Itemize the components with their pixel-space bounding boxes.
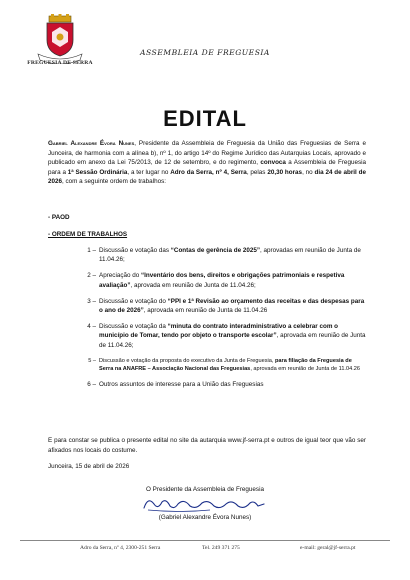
assembly-title: ASSEMBLEIA DE FREGUESIA [140, 48, 270, 57]
agenda-item-text: Apreciação do “Inventário dos bens, direitos e obrigações patrimoniais e respetiva avaliação”, aprovada em reunião de Junta de 11.04.26; [99, 272, 345, 289]
agenda-item [48, 380, 366, 389]
agenda-item [48, 297, 366, 315]
signature-role: O Presidente da Assembleia de Freguesia [146, 486, 264, 493]
session-name: 1ª Sessão Ordinária [67, 168, 128, 176]
footer-divider [20, 540, 390, 541]
organization-name: FREGUESIA DE SERRA [27, 60, 93, 66]
closing-paragraph: E para constar se publica o presente edital no site da autarquia www.jf-serra.pt e outros de igual teor que vão ser afixados nos locais do costume. [48, 437, 366, 454]
signatory-name: (Gabriel Alexandre Évora Nunes) [158, 514, 252, 521]
agenda-item-text: Discussão e votação da proposta do executivo da Junta de Freguesia, para filiação da Freguesia de Serra na ANAFRE – Associação Nacional das Freguesias, aprovada em reunião de Junta de 11.04.26 [99, 357, 360, 373]
parish-coat-of-arms-icon [34, 14, 86, 64]
intro-text: , no [302, 168, 315, 176]
handwritten-signature [140, 494, 270, 514]
president-name: Gabriel Alexandre Évora Nunes [48, 140, 135, 147]
intro-text: , Presidente da Assembleia de Freguesia da União das Freguesias de Serra e Junceira, de harmonia com a alínea b), nº 1, do artigo 14º do Regime Jurídico das Autarquias Locais, aprovado e publicado em anexo da Lei 75/2013, de 12 de setembro, e do regimento, [48, 140, 366, 167]
meeting-date: dia 24 de abril de 2026 [48, 168, 366, 186]
signature-title [120, 486, 290, 493]
document-date: Junceira, 15 de abril de 2026 [48, 463, 130, 470]
agenda-item-text: Discussão e votação do “PPI e 1ª Revisão ao orçamento das receitas e das despesas para o ano de 2026”, aprovada em reunião de Junta de 11.04.26 [99, 297, 365, 315]
agenda-item-number: 2 – [87, 272, 96, 280]
meeting-place: Adro da Serra, nº 4, Serra [170, 168, 247, 176]
document-title: EDITAL [163, 106, 247, 131]
agenda-item-number: 4 – [87, 323, 96, 331]
intro-text: , pelas [246, 168, 268, 176]
intro-paragraph [48, 139, 366, 187]
agenda-item-number: 5 – [88, 357, 96, 364]
convoca-word: convoca [260, 159, 286, 167]
agenda-item [48, 357, 366, 374]
agenda-item-number: 1 – [87, 247, 96, 254]
agenda-item [48, 246, 366, 264]
agenda-item [48, 322, 366, 350]
agenda-item-number: 6 – [87, 381, 96, 389]
agenda-list [48, 246, 366, 397]
intro-text: , com a seguinte ordem de trabalhos: [62, 178, 166, 186]
intro-text: , a ter lugar no [127, 168, 171, 176]
footer-email: e-mail: geral@jf-serra.pt [300, 545, 356, 551]
agenda-item-number: 3 – [87, 297, 96, 305]
footer-address: Adro da Serra, nº 4, 2300-251 Serra [80, 545, 161, 551]
agenda-heading: - ORDEM DE TRABALHOS [48, 231, 128, 238]
agenda-item-text: Outros assuntos de interesse para a União das Freguesias [99, 381, 264, 389]
agenda-item [48, 271, 366, 289]
agenda-item-text: Discussão e votação das “Contas de gerência de 2025”, aprovadas em reunião de Junta de 11.04.26; [99, 247, 361, 264]
meeting-time: 20,30 horas [267, 168, 303, 176]
agenda-item-text: Discussão e votação da “minuta do contrato interadministrativo a celebrar com o município de Tomar, tendo por objeto o transporte escolar”, aprovada em reunião de Junta de 11.04.26; [99, 323, 366, 349]
paod-heading: - PAOD [48, 214, 70, 221]
intro-text: a Assembleia de Freguesia para a [48, 159, 366, 176]
footer-phone: Tel. 249 371 275 [202, 545, 240, 551]
